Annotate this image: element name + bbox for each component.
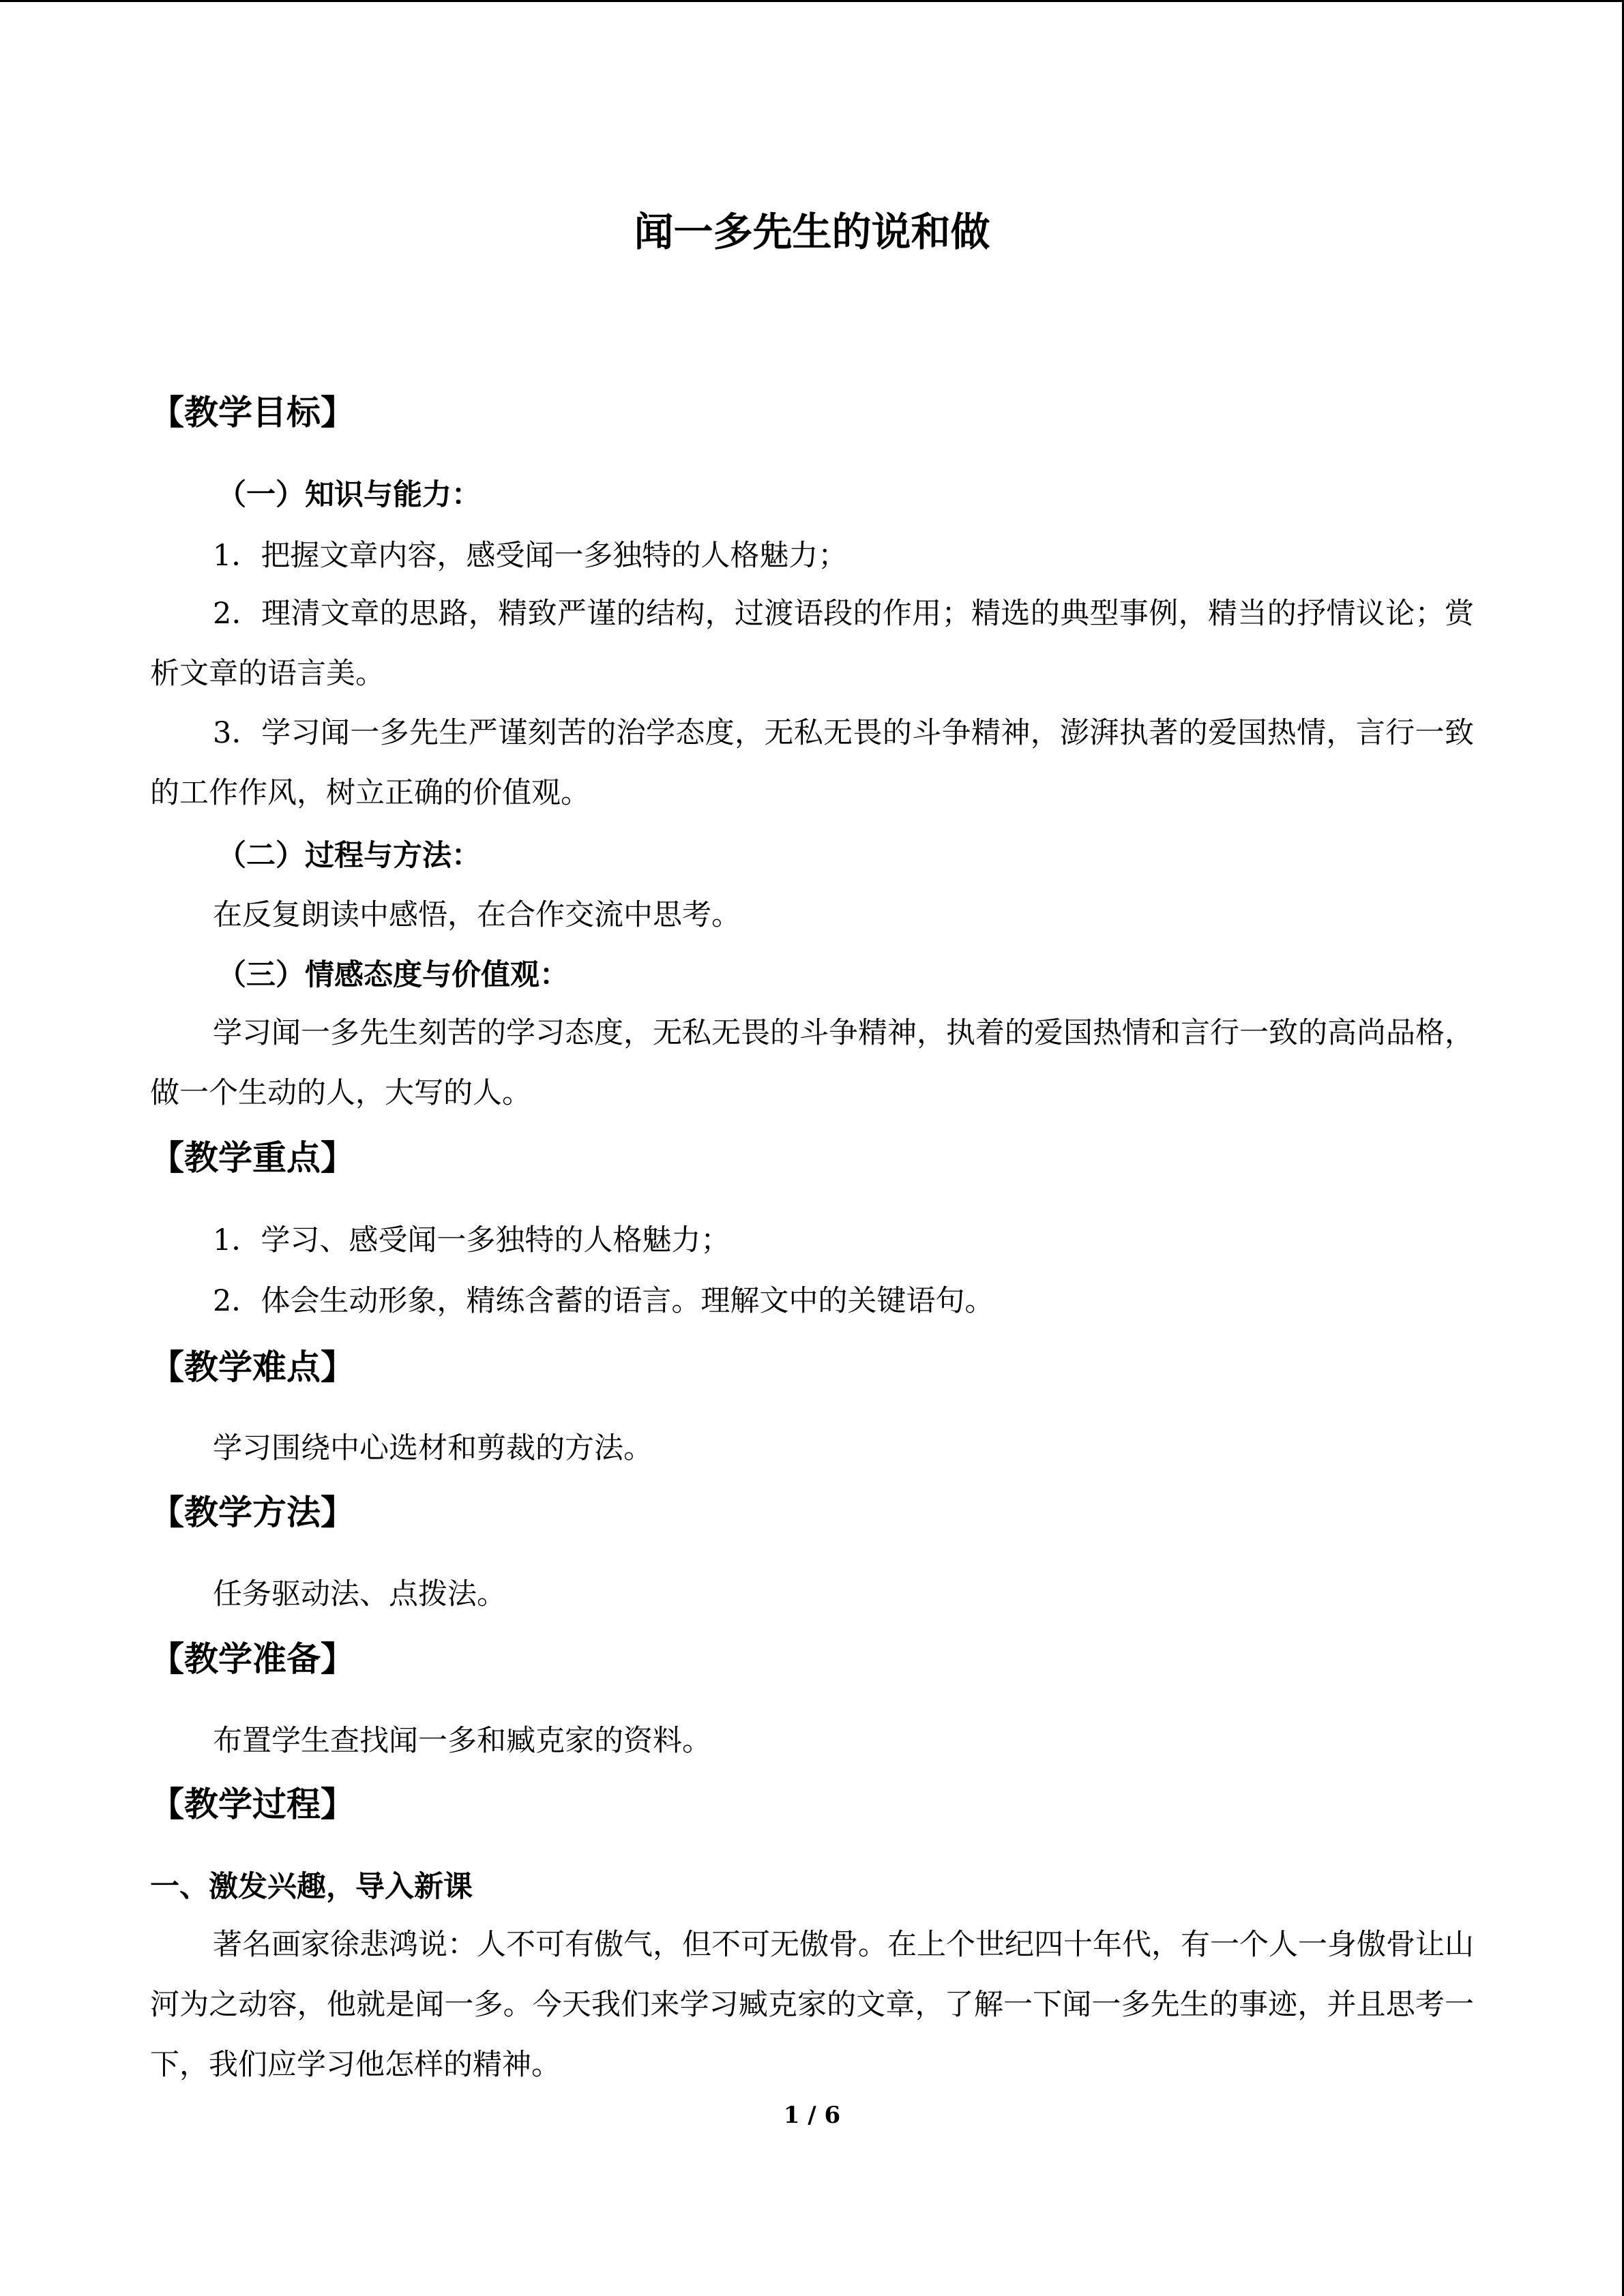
heading-objectives: 【教学目标】 <box>150 392 355 432</box>
heading-difficulties: 【教学难点】 <box>150 1347 355 1387</box>
heading-key-points: 【教学重点】 <box>150 1137 355 1178</box>
heading-methods: 【教学方法】 <box>150 1492 355 1532</box>
subheading-knowledge-ability: （一）知识与能力： <box>217 478 481 512</box>
preparation-item-1: 布置学生查找闻一多和臧克家的资料。 <box>213 1724 711 1758</box>
objective-item-2: 2．理清文章的思路，精致严谨的结构，过渡语段的作用；精选的典型事例，精当的抒情议论；赏析文章的语言美。 <box>150 597 1474 691</box>
subheading-process-method: （二）过程与方法： <box>217 839 481 873</box>
subheading-emotion-values: （三）情感态度与价值观： <box>217 958 569 992</box>
objective-item-3: 3．学习闻一多先生严谨刻苦的治学态度，无私无畏的斗争精神，澎湃执著的爱国热情，言行一致的工作作风，树立正确的价值观。 <box>150 716 1474 810</box>
page-number: 1 / 6 <box>783 2102 841 2129</box>
objective-item-1: 1．把握文章内容，感受闻一多独特的人格魅力； <box>213 539 848 573</box>
page-title: 闻一多先生的说和做 <box>634 209 990 255</box>
heading-preparation: 【教学准备】 <box>150 1639 355 1679</box>
page-border-top <box>0 0 1624 2</box>
objective-item-4: 在反复朗读中感悟，在合作交流中思考。 <box>213 898 741 932</box>
objective-item-5: 学习闻一多先生刻苦的学习态度，无私无畏的斗争精神，执着的爱国热情和言行一致的高尚品格，做一个生动的人，大写的人。 <box>150 1016 1474 1110</box>
process-step-1-paragraph: 著名画家徐悲鸿说：人不可有傲气，但不可无傲骨。在上个世纪四十年代，有一个人一身傲骨让山河为之动容，他就是闻一多。今天我们来学习臧克家的文章，了解一下闻一多先生的事迹，并且思考一下，我们应学习他怎样的精神。 <box>150 1928 1474 2082</box>
key-point-item-1: 1．学习、感受闻一多独特的人格魅力； <box>213 1223 730 1257</box>
difficulty-item-1: 学习围绕中心选材和剪裁的方法。 <box>213 1431 653 1465</box>
heading-process: 【教学过程】 <box>150 1784 355 1824</box>
key-point-item-2: 2．体会生动形象，精练含蓄的语言。理解文中的关键语句。 <box>213 1284 994 1318</box>
process-step-1-title: 一、激发兴趣，导入新课 <box>150 1870 473 1904</box>
method-item-1: 任务驱动法、点拨法。 <box>213 1577 506 1611</box>
